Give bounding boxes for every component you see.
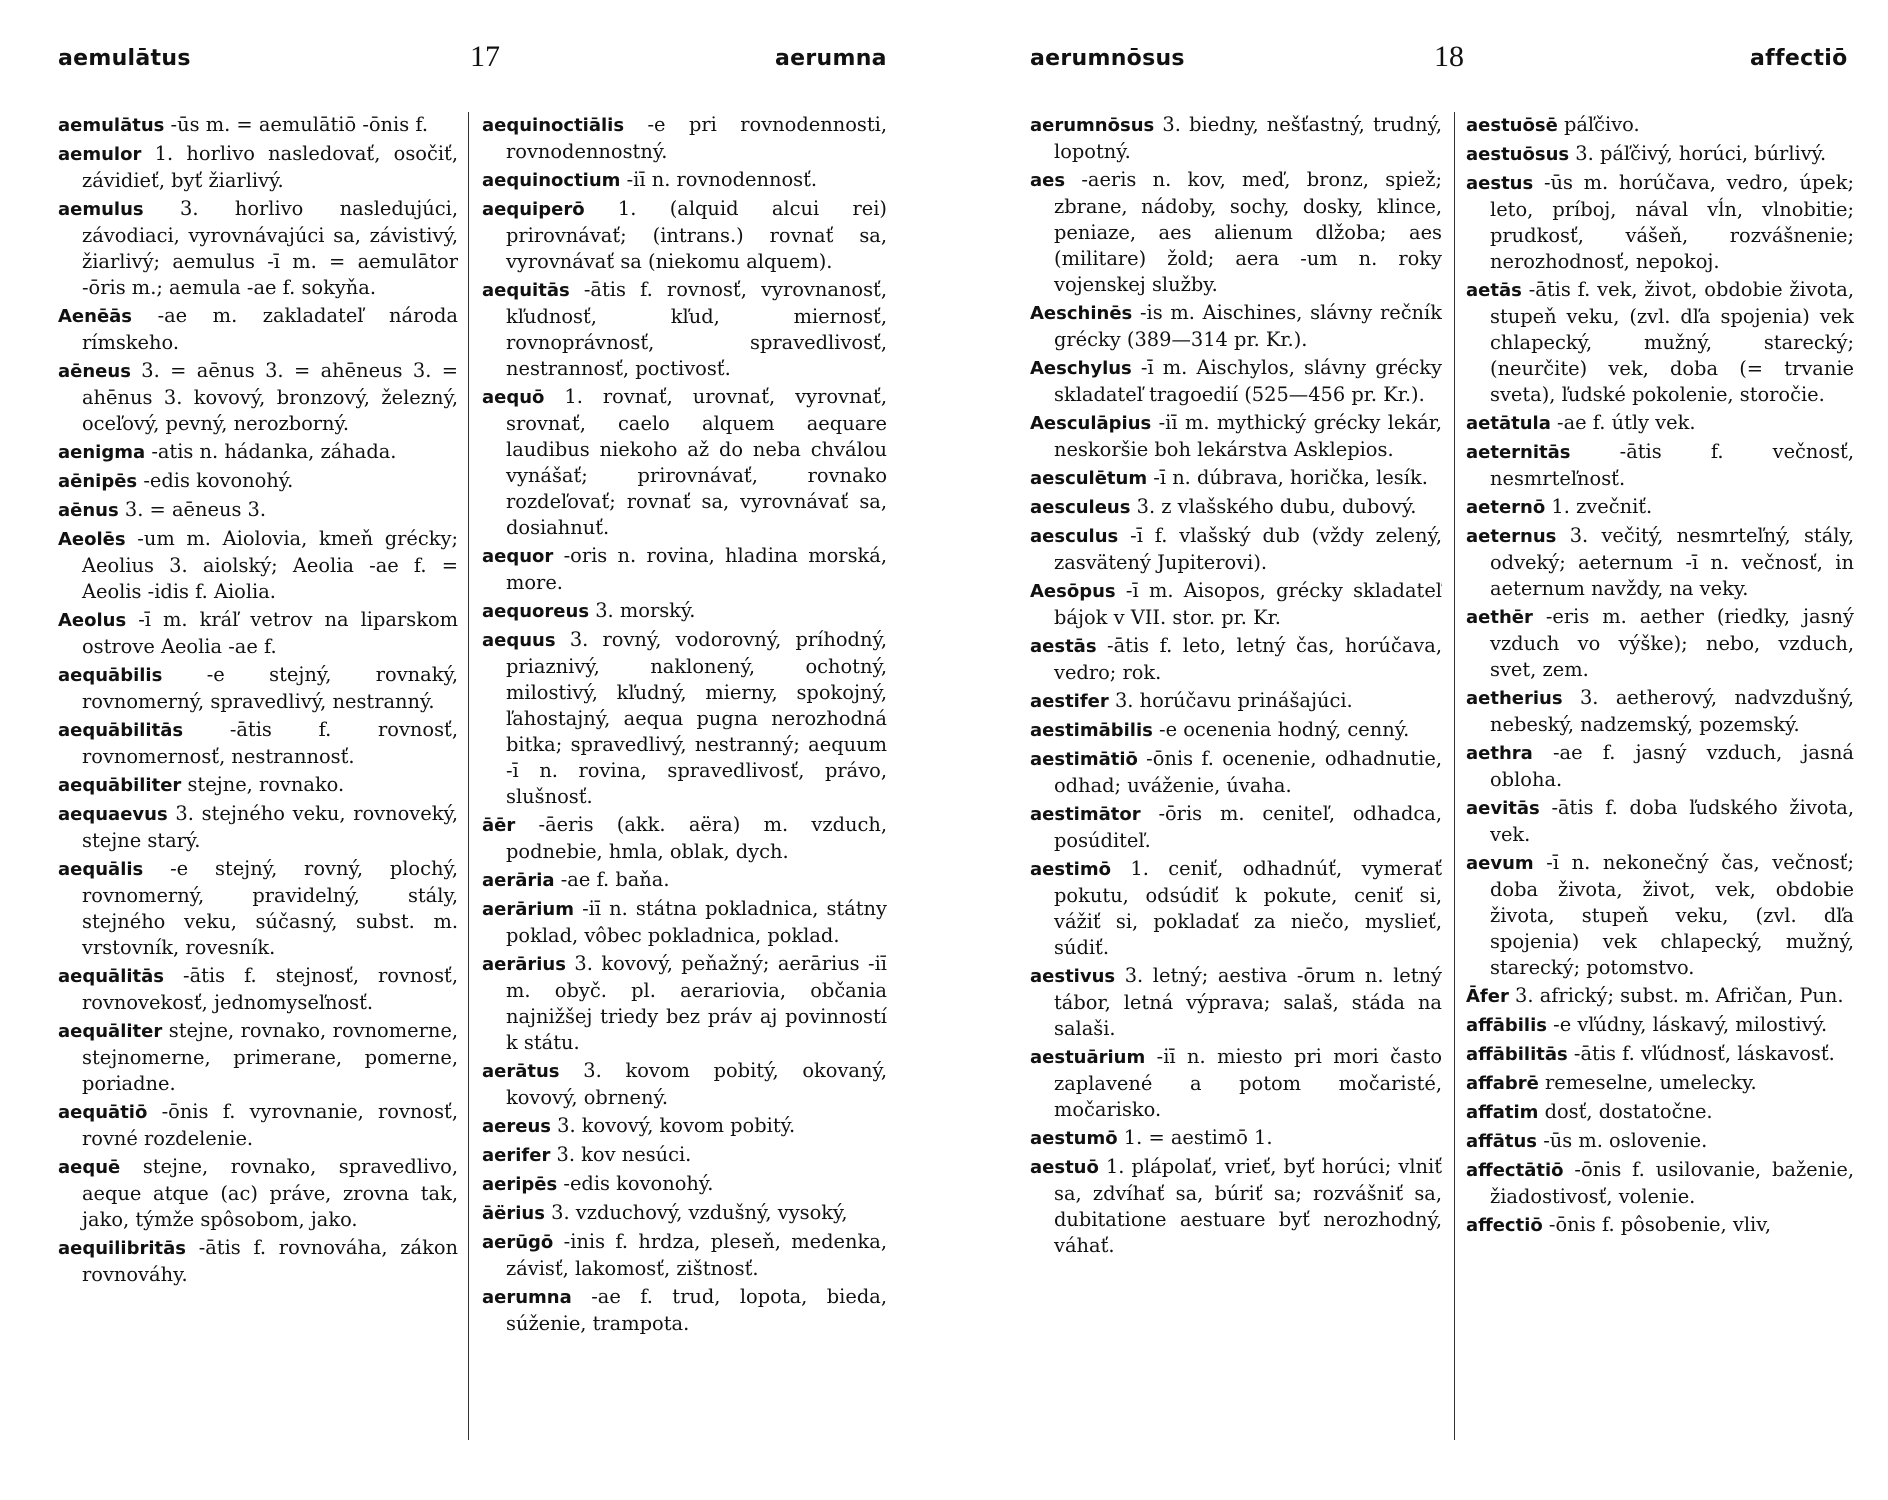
dictionary-entry [482, 384, 887, 541]
dictionary-entry [1030, 746, 1442, 799]
dictionary-entry [1466, 494, 1854, 521]
dictionary-entry [482, 1284, 887, 1337]
entry-headword: aestifer [1030, 691, 1109, 712]
entry-headword: aequābilitās [58, 720, 184, 741]
dictionary-entry [1030, 355, 1442, 408]
dictionary-entry [58, 112, 458, 139]
entry-headword: aereus [482, 1116, 551, 1137]
entry-headword: aequābiliter [58, 775, 182, 796]
entry-headword: aequor [482, 546, 554, 567]
dictionary-entry [1030, 494, 1442, 521]
header-last-word: affectiō [1750, 46, 1848, 71]
entry-definition: -ātis f. vek, život, obdobie života, stupeň veku, (zvl. dľa spojenia) vek chlapecký, mužný, starecký; (neurčite) vek, doba (= trvanie sveta), ľudské pokolenie, storočie. [1490, 278, 1854, 406]
entry-definition: -ī n. nekonečný čas, večnosť; doba života, život, vek, obdobie života, stupeň veku, (zvl. dľa spojenia) vek chlapecký, mužný, starecký; potomstvo. [1490, 851, 1854, 979]
entry-definition: -ātis f. rovnosť, rovnomernosť, nestrannosť. [82, 718, 458, 768]
entry-headword: aestuārium [1030, 1047, 1146, 1068]
right-page [944, 0, 1888, 1500]
entry-headword: aesculus [1030, 526, 1119, 547]
entry-headword: Aesculāpius [1030, 413, 1152, 434]
dictionary-column [482, 112, 887, 1460]
dictionary-entry [1466, 112, 1854, 139]
entry-definition: dosť, dostatočne. [1544, 1100, 1713, 1123]
entry-headword: Aeolēs [58, 529, 126, 550]
entry-headword: aēnipēs [58, 471, 138, 492]
dictionary-entry [58, 1099, 458, 1152]
entry-definition: -iī n. miesto pri mori často zaplavené a potom močaristé, močarisko. [1054, 1045, 1442, 1121]
entry-headword: affectiō [1466, 1215, 1543, 1236]
dictionary-entry [58, 526, 458, 605]
dictionary-entry [1466, 1157, 1854, 1210]
entry-definition: -oris n. rovina, hladina morská, more. [506, 544, 887, 594]
entry-headword: aerārium [482, 899, 574, 920]
dictionary-entry [58, 607, 458, 660]
entry-definition: stejne, rovnako, spravedlivo, aeque atque (ac) práve, zrovna tak, jako, týmže spôsobom, jako. [82, 1155, 458, 1231]
entry-definition: -ae f. baňa. [560, 868, 670, 891]
entry-definition: -iī n. rovnodennosť. [626, 168, 818, 191]
entry-definition: -e stejný, rovnaký, rovnomerný, spravedlivý, nestranný. [82, 663, 458, 713]
dictionary-entry [1466, 170, 1854, 275]
entry-headword: aestimātiō [1030, 749, 1138, 770]
dictionary-entry [482, 598, 887, 625]
entry-definition: -ae f. trud, lopota, bieda, súženie, trampota. [506, 1285, 887, 1335]
dictionary-entry [1030, 578, 1442, 631]
entry-headword: aemulus [58, 199, 144, 220]
header-first-word: aemulātus [58, 46, 191, 71]
entry-definition: 3. kovový, peňažný; aerārius -iī m. obyč. pl. aerariovia, občania najnižšej triedy bez práv aj povinností k státu. [506, 952, 887, 1054]
entry-headword: aerumnōsus [1030, 115, 1155, 136]
dictionary-entry [58, 497, 458, 524]
dictionary-column [1466, 112, 1854, 1460]
entry-headword: aesculētum [1030, 468, 1148, 489]
entry-definition: 3. biedny, nešťastný, trudný, lopotný. [1054, 113, 1442, 163]
dictionary-entry [1030, 963, 1442, 1042]
dictionary-entry [1030, 633, 1442, 686]
entry-definition: -ī m. Aisopos, grécky skladateľ bájok v VII. stor. pr. Kr. [1054, 579, 1442, 629]
entry-headword: aeternō [1466, 497, 1546, 518]
entry-headword: aerifer [482, 1145, 551, 1166]
entry-headword: aēneus [58, 361, 131, 382]
running-header [0, 40, 944, 86]
entry-definition: 3. kovový, kovom pobitý. [557, 1114, 796, 1137]
dictionary-entry [1030, 856, 1442, 961]
dictionary-entry [58, 1235, 458, 1288]
dictionary-entry [482, 1142, 887, 1169]
entry-definition: -ōnis f. pôsobenie, vliv, [1548, 1213, 1772, 1236]
entry-headword: aetherius [1466, 688, 1563, 709]
entry-headword: aeternus [1466, 526, 1557, 547]
entry-definition: 1. zvečniť. [1551, 495, 1653, 518]
entry-definition: remeselne, umelecky. [1545, 1071, 1757, 1094]
entry-definition: 3. z vlašského dubu, dubový. [1136, 495, 1417, 518]
entry-definition: -ātis f. leto, letný čas, horúčava, vedro; rok. [1054, 634, 1442, 684]
dictionary-entry [482, 1171, 887, 1198]
entry-definition: 3. horlivo nasledujúci, závodiaci, vyrovnávajúci sa, závistivý, žiarlivý; aemulus -ī m. = aemulātor -ōris m.; aemula -ae f. sokyňa. [82, 197, 458, 299]
entry-definition: 3. morský. [595, 599, 696, 622]
entry-definition: -e vľúdny, láskavý, milostivý. [1553, 1013, 1828, 1036]
entry-definition: 3. = aēneus 3. [124, 498, 267, 521]
dictionary-entry [58, 963, 458, 1016]
entry-definition: stejne, rovnako. [187, 773, 345, 796]
entry-definition: 3. stejného veku, rovnoveký, stejne starý. [82, 802, 458, 852]
entry-headword: aequiperō [482, 199, 585, 220]
dictionary-entry [1030, 300, 1442, 353]
dictionary-entry [1030, 523, 1442, 576]
entry-headword: aequābilis [58, 665, 163, 686]
dictionary-entry [1466, 1212, 1854, 1239]
entry-headword: aerūgō [482, 1232, 554, 1253]
column-divider [1454, 112, 1455, 1440]
dictionary-entry [482, 627, 887, 810]
entry-definition: 3. africký; subst. m. Afričan, Pun. [1515, 984, 1844, 1007]
dictionary-entry [482, 1058, 887, 1111]
entry-definition: -ae f. jasný vzduch, jasná obloha. [1490, 741, 1854, 791]
dictionary-entry [482, 277, 887, 382]
entry-definition: -ī f. vlašský dub (vždy zelený, zasvätený Jupiterovi). [1054, 524, 1442, 574]
entry-definition: -iī m. mythický grécky lekár, neskoršie boh lekárstva Asklepios. [1054, 411, 1442, 461]
entry-definition: -ī n. dúbrava, horička, lesík. [1153, 466, 1428, 489]
entry-definition: -āeris (akk. aëra) m. vzduch, podnebie, hmla, oblak, dych. [506, 813, 887, 863]
dictionary-entry [58, 468, 458, 495]
entry-headword: affabrē [1466, 1073, 1539, 1094]
entry-headword: aeternitās [1466, 442, 1571, 463]
dictionary-entry [1466, 795, 1854, 848]
entry-headword: aerātus [482, 1061, 560, 1082]
entry-headword: āërius [482, 1203, 545, 1224]
entry-headword: aestimābilis [1030, 720, 1153, 741]
entry-definition: 3. horúčavu prinášajúci. [1114, 689, 1353, 712]
dictionary-entry [58, 439, 458, 466]
entry-definition: stejne, rovnako, rovnomerne, stejnomerne, primerane, pomerne, poriadne. [82, 1019, 458, 1095]
entry-headword: aequē [58, 1157, 121, 1178]
entry-headword: aestumō [1030, 1128, 1118, 1149]
entry-headword: Aeschylus [1030, 358, 1132, 379]
entry-headword: aerumna [482, 1287, 572, 1308]
entry-headword: aequō [482, 387, 545, 408]
dictionary-entry [1466, 1041, 1854, 1068]
entry-headword: aestivus [1030, 966, 1116, 987]
entry-headword: aequitās [482, 280, 570, 301]
entry-definition: -iī n. státna pokladnica, státny poklad, vôbec pokladnica, poklad. [506, 897, 887, 947]
entry-headword: aemulor [58, 144, 142, 165]
entry-definition: -ātis f. večnosť, nesmrteľnosť. [1490, 440, 1854, 490]
entry-definition: 3. aetherový, nadvzdušný, nebeský, nadzemský, pozemský. [1490, 686, 1854, 736]
page-number: 18 [1434, 40, 1464, 73]
entry-definition: páľčivo. [1563, 113, 1640, 136]
dictionary-entry [1466, 439, 1854, 492]
dictionary-entry [58, 772, 458, 799]
dictionary-entry [1466, 1128, 1854, 1155]
header-last-word: aerumna [775, 46, 887, 71]
entry-definition: -ōnis f. usilovanie, baženie, žiadostivosť, volenie. [1490, 1158, 1854, 1208]
entry-definition: 1. (alquid alcui rei) prirovnávať; (intrans.) rovnať sa, vyrovnávať sa (niekomu alquem). [506, 197, 887, 273]
dictionary-entry [1466, 1012, 1854, 1039]
entry-definition: -ātis f. vľúdnosť, láskavosť. [1573, 1042, 1835, 1065]
dictionary-entry [482, 1229, 887, 1282]
entry-definition: -aeris n. kov, meď, bronz, spiež; zbrane, nádoby, sochy, dosky, klince, peniaze, aes alienum dlžoba; aes (militare) žold; aera -um n. roky vojenskej služby. [1054, 168, 1442, 296]
entry-definition: 3. letný; aestiva -ōrum n. letný tábor, letná výprava; salaš, stáda na salaši. [1054, 964, 1442, 1040]
dictionary-entry [1030, 167, 1442, 298]
dictionary-entry [1466, 685, 1854, 738]
dictionary-entry [1466, 523, 1854, 602]
dictionary-entry [1030, 112, 1442, 165]
dictionary-entry [1030, 410, 1442, 463]
entry-definition: 1. rovnať, urovnať, vyrovnať, srovnať, caelo alquem aequare laudibus niekoho až do neba chválou vynášať; prirovnávať, rovnako rozdeľovať; rovnať sa, vyrovnávať sa, dosiahnuť. [506, 385, 887, 539]
entry-definition: 3. kovom pobitý, okovaný, kovový, obrnený. [506, 1059, 887, 1109]
entry-headword: aequālis [58, 859, 144, 880]
entry-headword: Aesōpus [1030, 581, 1116, 602]
entry-definition: 1. plápolať, vrieť, byť horúci; vlniť sa, zdvíhať sa, búriť sa; rozvášniť sa, dubitatione aestuare byť nerozhodný, váhať. [1054, 1155, 1442, 1257]
dictionary-entry [482, 1113, 887, 1140]
entry-headword: aēnus [58, 500, 119, 521]
entry-definition: -inis f. hrdza, pleseň, medenka, závisť, lakomosť, zištnosť. [506, 1230, 887, 1280]
entry-definition: -atis n. hádanka, záhada. [151, 440, 397, 463]
entry-definition: -ī m. Aischylos, slávny grécky skladateľ tragoedií (525—456 pr. Kr.). [1054, 356, 1442, 406]
entry-headword: aestus [1466, 173, 1534, 194]
dictionary-entry [58, 856, 458, 961]
entry-headword: aetās [1466, 280, 1522, 301]
dictionary-entry [482, 896, 887, 949]
entry-definition: 1. ceniť, odhadnúť, vymerať pokutu, odsúdiť k pokute, ceniť si, vážiť si, pokladať za niečo, myslieť, súdiť. [1054, 857, 1442, 959]
entry-definition: -ūs m. = aemulātiō -ōnis f. [170, 113, 429, 136]
entry-headword: aevitās [1466, 798, 1540, 819]
entry-definition: -ātis f. stejnosť, rovnosť, rovnovekosť, jednomyseľnosť. [82, 964, 458, 1014]
entry-headword: affatim [1466, 1102, 1539, 1123]
entry-headword: Aeolus [58, 610, 127, 631]
entry-definition: 3. rovný, vodorovný, príhodný, priaznivý, naklonený, ochotný, milostivý, kľudný, mierny, spokojný, ľahostajný, aequa pugna nerozhodná bitka; spravedlivý, nestranný; aequum -ī n. rovina, spravedlivosť, právo, slušnosť. [506, 628, 887, 808]
dictionary-entry [58, 801, 458, 854]
dictionary-entry [1466, 983, 1854, 1010]
entry-definition: -ae m. zakladateľ národa rímskeho. [82, 304, 458, 354]
entry-headword: aerāria [482, 870, 555, 891]
dictionary-entry [1466, 604, 1854, 683]
dictionary-entry [58, 1154, 458, 1233]
entry-definition: -ī m. kráľ vetrov na liparskom ostrove Aeolia -ae f. [82, 608, 458, 658]
dictionary-entry [482, 543, 887, 596]
entry-headword: aestimō [1030, 859, 1111, 880]
dictionary-entry [482, 951, 887, 1056]
entry-definition: -ūs m. horúčava, vedro, úpek; leto, príboj, nával vĺn, vlnobitie; prudkosť, vášeň, rozvášnenie; nerozhodnosť, nepokoj. [1490, 171, 1854, 273]
entry-headword: aes [1030, 170, 1066, 191]
column-divider [468, 112, 469, 1440]
entry-definition: -ātis f. doba ľudského života, vek. [1490, 796, 1854, 846]
entry-headword: aevum [1466, 853, 1534, 874]
entry-headword: aequilibritās [58, 1238, 186, 1259]
entry-definition: -eris m. aether (riedky, jasný vzduch vo výške); nebo, vzduch, svet, zem. [1490, 605, 1854, 681]
dictionary-entry [58, 662, 458, 715]
dictionary-entry [1030, 1154, 1442, 1259]
dictionary-entry [1466, 1070, 1854, 1097]
dictionary-entry [1466, 141, 1854, 168]
entry-headword: aestuō [1030, 1157, 1099, 1178]
entry-definition: -edis kovonohý. [143, 469, 294, 492]
entry-definition: -e pri rovnodennosti, rovnodennostný. [506, 113, 887, 163]
entry-definition: 1. horlivo nasledovať, osočiť, závidieť, byť žiarlivý. [82, 142, 458, 192]
dictionary-entry [58, 303, 458, 356]
dictionary-entry [1030, 801, 1442, 854]
dictionary-entry [482, 196, 887, 275]
dictionary-entry [58, 358, 458, 437]
dictionary-entry [1466, 1099, 1854, 1126]
entry-definition: -ōnis f. ocenenie, odhadnutie, odhad; uváženie, úvaha. [1054, 747, 1442, 797]
entry-headword: Aeschinēs [1030, 303, 1133, 324]
entry-definition: 3. páľčivý, horúci, búrlivý. [1575, 142, 1827, 165]
entry-headword: aequāliter [58, 1021, 163, 1042]
entry-headword: aerārius [482, 954, 566, 975]
entry-definition: -e ocenenia hodný, cenný. [1159, 718, 1410, 741]
dictionary-entry [482, 812, 887, 865]
dictionary-entry [1466, 740, 1854, 793]
dictionary-entry [482, 167, 887, 194]
entry-headword: aenigma [58, 442, 146, 463]
entry-headword: aequaevus [58, 804, 168, 825]
dictionary-entry [1030, 465, 1442, 492]
entry-headword: affābilis [1466, 1015, 1547, 1036]
entry-headword: Āfer [1466, 986, 1509, 1007]
entry-headword: aestuōsē [1466, 115, 1558, 136]
entry-headword: affātus [1466, 1131, 1538, 1152]
dictionary-entry [58, 196, 458, 301]
entry-headword: aequātiō [58, 1102, 148, 1123]
entry-headword: aestuōsus [1466, 144, 1570, 165]
entry-headword: āēr [482, 815, 516, 836]
dictionary-entry [1030, 717, 1442, 744]
dictionary-entry [1466, 850, 1854, 981]
entry-definition: -ōris m. ceniteľ, odhadca, posúditeľ. [1054, 802, 1442, 852]
dictionary-entry [1466, 410, 1854, 437]
entry-definition: -um m. Aiolovia, kmeň grécky; Aeolius 3. aiolský; Aeolia -ae f. = Aeolis -idis f. Aiolia. [82, 527, 458, 603]
dictionary-entry [1030, 688, 1442, 715]
entry-definition: 3. = aēnus 3. = ahēneus 3. = ahēnus 3. kovový, bronzový, železný, oceľový, pevný, nerozborný. [82, 359, 458, 435]
dictionary-entry [482, 867, 887, 894]
entry-headword: aequālitās [58, 966, 165, 987]
entry-definition: -ōnis f. vyrovnanie, rovnosť, rovné rozdelenie. [82, 1100, 458, 1150]
entry-definition: 3. kov nesúci. [556, 1143, 692, 1166]
entry-definition: -ātis f. rovnováha, zákon rovnováhy. [82, 1236, 458, 1286]
entry-headword: aethēr [1466, 607, 1533, 628]
entry-headword: aestimātor [1030, 804, 1141, 825]
dictionary-entry [58, 141, 458, 194]
entry-headword: aequoreus [482, 601, 590, 622]
entry-headword: aethra [1466, 743, 1533, 764]
entry-definition: 3. vzduchový, vzdušný, vysoký, [551, 1201, 848, 1224]
entry-definition: -edis kovonohý. [563, 1172, 714, 1195]
entry-definition: 3. večitý, nesmrteľný, stály, odveký; aeternum -ī n. večnosť, in aeternum navždy, na veky. [1490, 524, 1854, 600]
header-first-word: aerumnōsus [1030, 46, 1185, 71]
entry-definition: 1. = aestimō 1. [1123, 1126, 1273, 1149]
dictionary-entry [482, 1200, 887, 1227]
entry-definition: -ae f. útly vek. [1557, 411, 1696, 434]
entry-headword: aequinoctium [482, 170, 621, 191]
entry-definition: -e stejný, rovný, plochý, rovnomerný, pravidelný, stály, stejného veku, súčasný, subst. m. vrstovník, rovesník. [82, 857, 458, 959]
dictionary-column [1030, 112, 1442, 1460]
entry-headword: aeripēs [482, 1174, 558, 1195]
entry-headword: Aenēās [58, 306, 133, 327]
dictionary-entry [58, 1018, 458, 1097]
dictionary-entry [1030, 1125, 1442, 1152]
dictionary-entry [1030, 1044, 1442, 1123]
entry-definition: -is m. Aischines, slávny rečník grécky (389—314 pr. Kr.). [1054, 301, 1442, 351]
entry-headword: aequinoctiālis [482, 115, 625, 136]
entry-headword: aetātula [1466, 413, 1551, 434]
entry-headword: affectātiō [1466, 1160, 1564, 1181]
entry-headword: aestās [1030, 636, 1097, 657]
dictionary-column [58, 112, 458, 1460]
entry-headword: aequus [482, 630, 556, 651]
entry-definition: -ūs m. oslovenie. [1543, 1129, 1708, 1152]
entry-definition: -ātis f. rovnosť, vyrovnanosť, kľudnosť, kľud, miernosť, rovnoprávnosť, spravedlivosť, nestrannosť, poctivosť. [506, 278, 887, 380]
entry-headword: aesculeus [1030, 497, 1131, 518]
dictionary-entry [1466, 277, 1854, 408]
entry-headword: aemulātus [58, 115, 165, 136]
dictionary-entry [58, 717, 458, 770]
running-header [944, 40, 1888, 86]
dictionary-entry [482, 112, 887, 165]
entry-headword: affābilitās [1466, 1044, 1568, 1065]
page-number: 17 [470, 40, 500, 73]
